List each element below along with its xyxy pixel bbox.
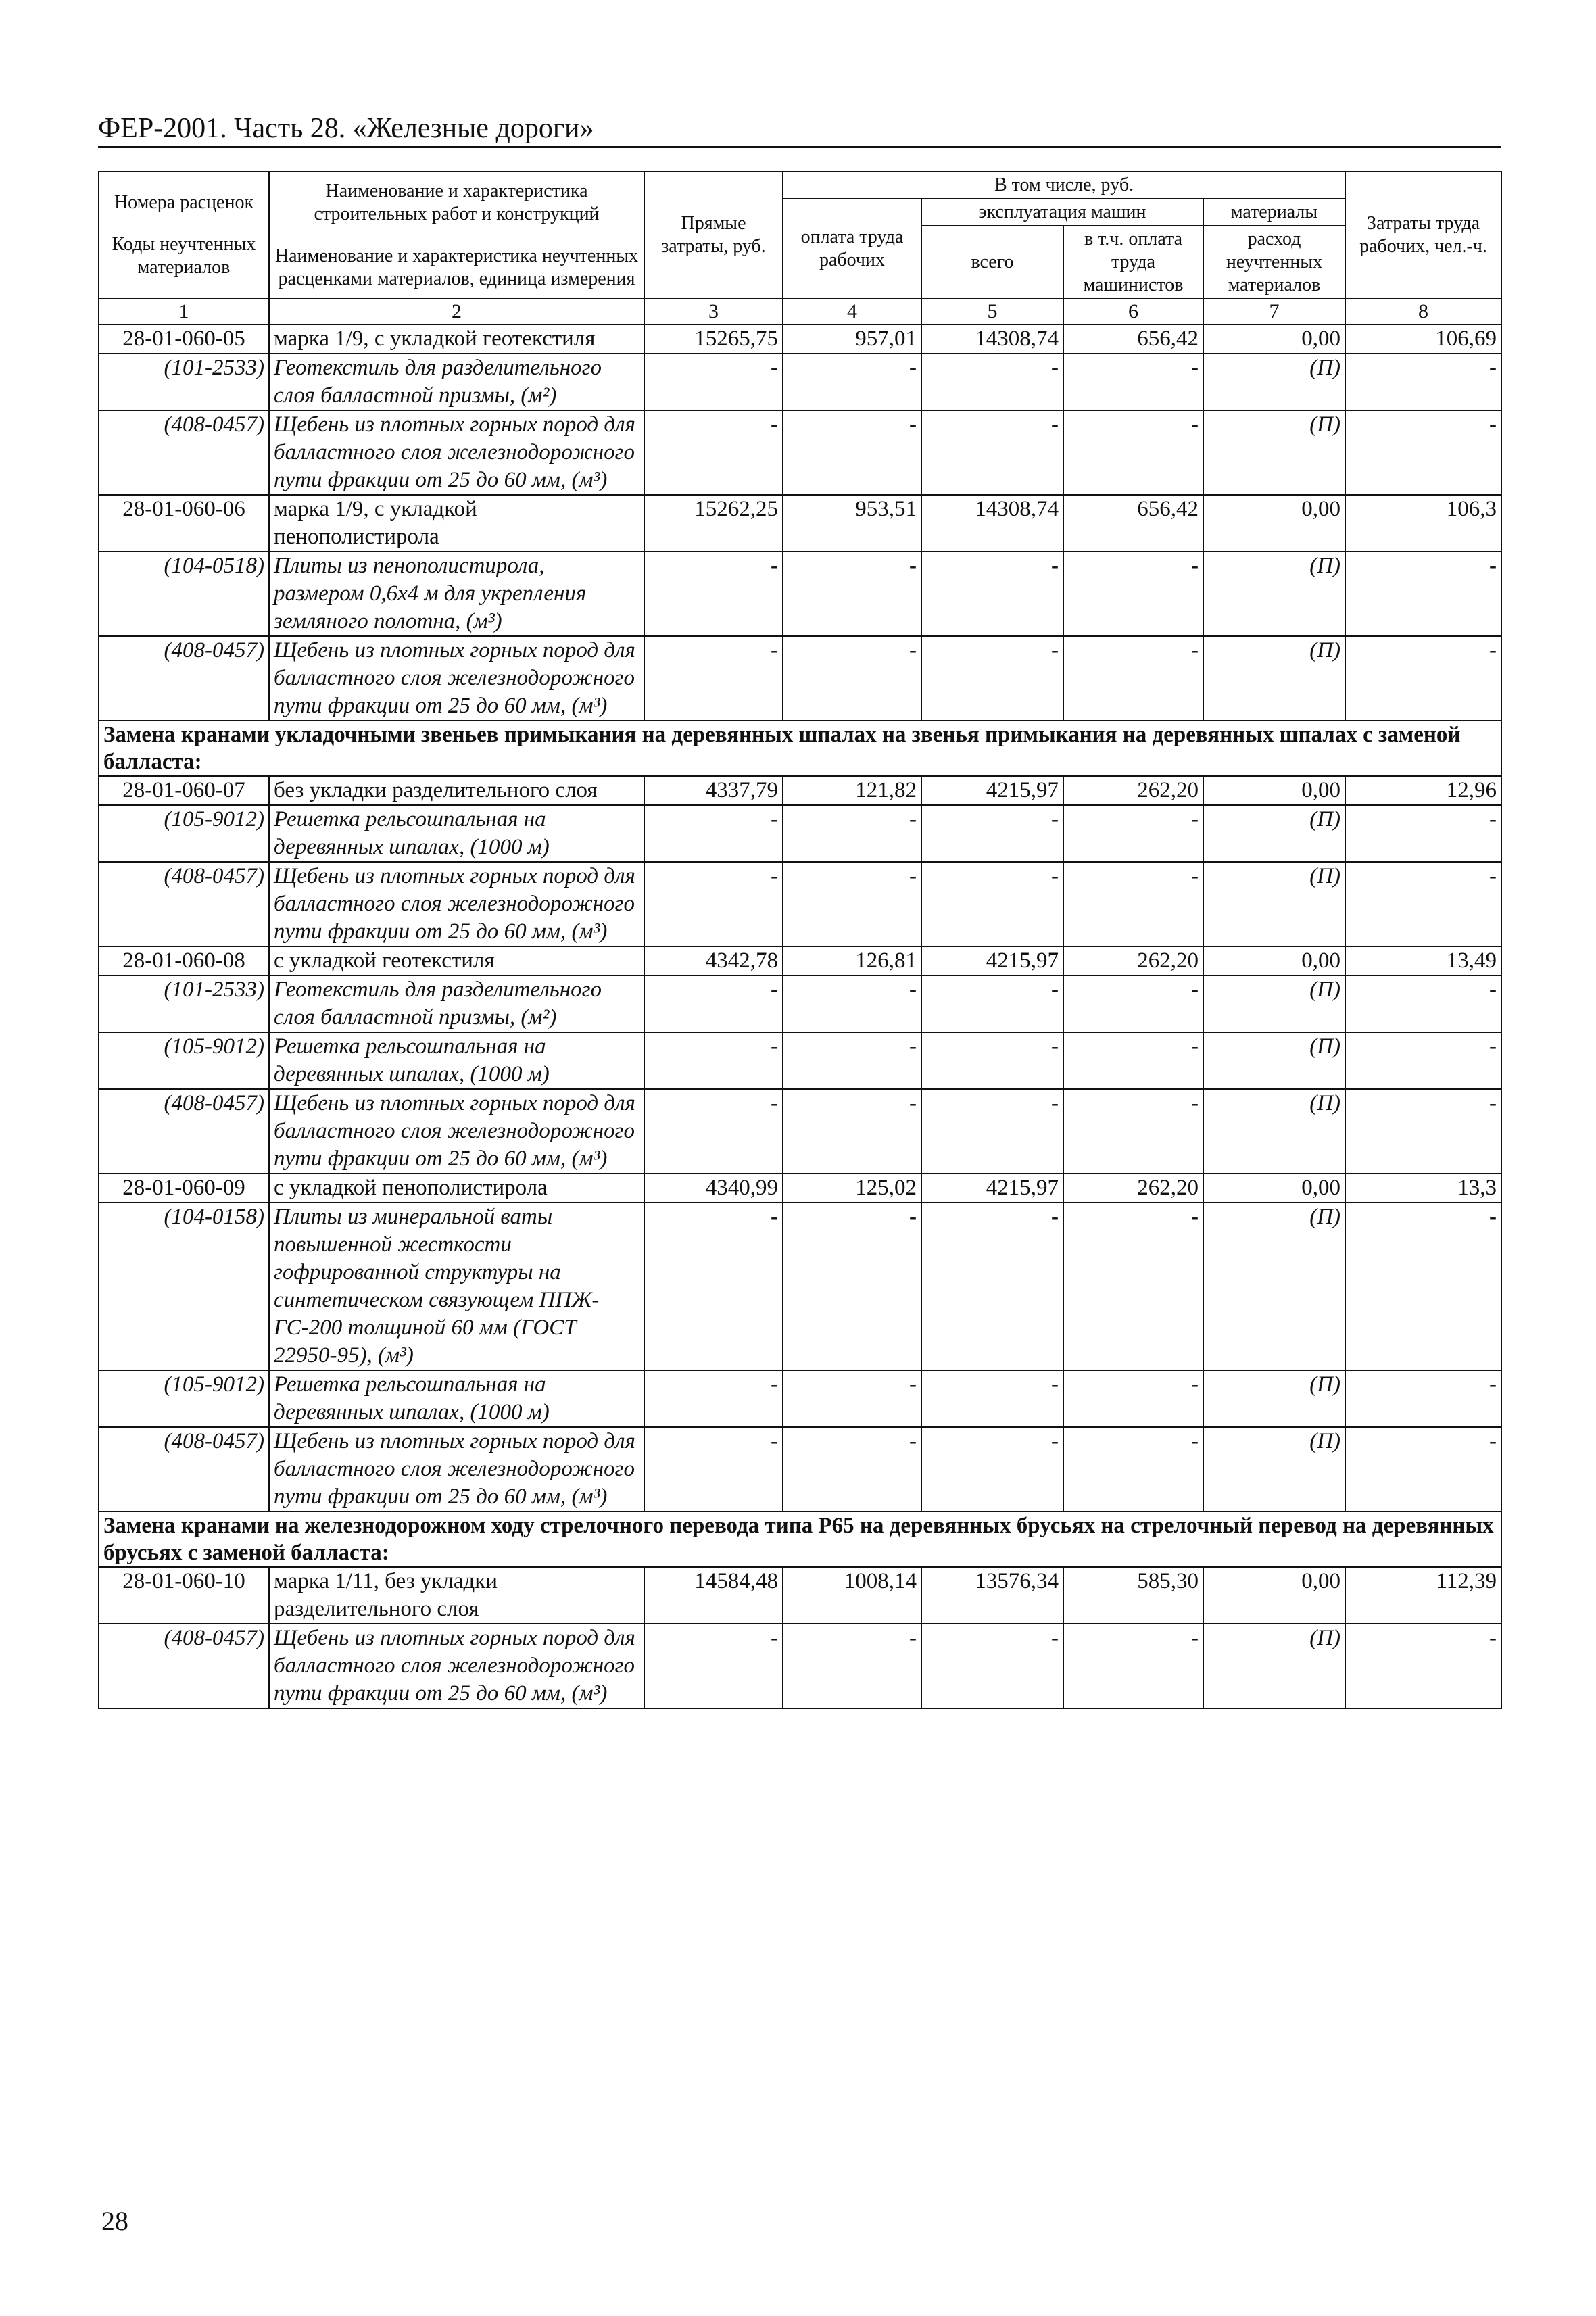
table-head	[99, 172, 1501, 299]
materials-cost: 0,00	[1203, 946, 1345, 975]
dash-cell: -	[644, 805, 783, 862]
machines-total: 4215,97	[921, 1174, 1063, 1203]
machinists-pay: 656,42	[1063, 324, 1203, 354]
material-mark: (П)	[1203, 1089, 1345, 1174]
page-number: 28	[101, 2206, 128, 2236]
material-row	[99, 1624, 1501, 1708]
material-code: (104-0158)	[99, 1203, 269, 1370]
material-code: (408-0457)	[99, 1624, 269, 1708]
material-row	[99, 975, 1501, 1032]
machines-total: 4215,97	[921, 776, 1063, 805]
dash-cell: -	[783, 410, 921, 495]
material-code: (105-9012)	[99, 1032, 269, 1089]
dash-cell: -	[644, 975, 783, 1032]
materials-cost: 0,00	[1203, 776, 1345, 805]
dash-cell: -	[921, 1089, 1063, 1174]
head-machines-total: всего	[921, 226, 1063, 299]
machines-total: 4215,97	[921, 946, 1063, 975]
dash-cell: -	[644, 1370, 783, 1427]
dash-cell: -	[1345, 1089, 1501, 1174]
dash-cell: -	[1063, 354, 1203, 410]
dash-cell: -	[921, 354, 1063, 410]
head-rate-numbers: Номера расценок	[114, 192, 254, 213]
rate-code: 28-01-060-08	[99, 946, 269, 975]
column-number: 5	[921, 299, 1063, 324]
column-number: 8	[1345, 299, 1501, 324]
dash-cell: -	[644, 862, 783, 946]
rate-row	[99, 1174, 1501, 1203]
dash-cell: -	[644, 1427, 783, 1512]
dash-cell: -	[1345, 1032, 1501, 1089]
material-name: Щебень из плотных горных пород для балластного слоя железнодорожного пути фракции от 25 до 60 мм, (м³)	[269, 410, 644, 495]
dash-cell: -	[644, 354, 783, 410]
rate-code: 28-01-060-10	[99, 1567, 269, 1624]
dash-cell: -	[1063, 805, 1203, 862]
materials-cost: 0,00	[1203, 324, 1345, 354]
material-name: Щебень из плотных горных пород для балластного слоя железнодорожного пути фракции от 25 до 60 мм, (м³)	[269, 862, 644, 946]
dash-cell: -	[1063, 1203, 1203, 1370]
rate-name: марка 1/11, без укладки разделительного слоя	[269, 1567, 644, 1624]
rate-code: 28-01-060-05	[99, 324, 269, 354]
dash-cell: -	[1063, 1089, 1203, 1174]
section-row	[99, 721, 1501, 776]
dash-cell: -	[1345, 410, 1501, 495]
material-mark: (П)	[1203, 410, 1345, 495]
direct-costs: 4342,78	[644, 946, 783, 975]
column-number: 4	[783, 299, 921, 324]
dash-cell: -	[1345, 975, 1501, 1032]
material-code: (408-0457)	[99, 636, 269, 721]
labor-pay: 121,82	[783, 776, 921, 805]
head-work-name: Наименование и характеристика строительных работ и конструкций	[314, 180, 600, 224]
dash-cell: -	[921, 1624, 1063, 1708]
dash-cell: -	[644, 1203, 783, 1370]
material-name: Решетка рельсошпальная на деревянных шпалах, (1000 м)	[269, 1370, 644, 1427]
column-number: 3	[644, 299, 783, 324]
column-numbers-row	[99, 299, 1501, 324]
column-number: 1	[99, 299, 269, 324]
labor-pay: 957,01	[783, 324, 921, 354]
direct-costs: 15262,25	[644, 495, 783, 552]
material-name: Плиты из пенополистирола, размером 0,6х4 м для укрепления земляного полотна, (м³)	[269, 552, 644, 636]
material-row	[99, 410, 1501, 495]
material-code: (101-2533)	[99, 975, 269, 1032]
dash-cell: -	[1063, 552, 1203, 636]
head-labor-pay: оплата труда рабочих	[783, 199, 921, 299]
material-mark: (П)	[1203, 1370, 1345, 1427]
material-code: (408-0457)	[99, 1089, 269, 1174]
material-mark: (П)	[1203, 975, 1345, 1032]
head-material-consumption: расход неучтенных материалов	[1203, 226, 1345, 299]
section-heading: Замена кранами укладочными звеньев примыкания на деревянных шпалах на звенья примыкания на деревянных шпалах с заменой балласта:	[99, 721, 1501, 776]
dash-cell: -	[783, 1032, 921, 1089]
material-code: (408-0457)	[99, 1427, 269, 1512]
material-mark: (П)	[1203, 1032, 1345, 1089]
dash-cell: -	[1063, 1370, 1203, 1427]
dash-cell: -	[921, 552, 1063, 636]
machines-total: 14308,74	[921, 324, 1063, 354]
head-labor-hours: Затраты труда рабочих, чел.-ч.	[1345, 172, 1501, 299]
dash-cell: -	[1345, 862, 1501, 946]
material-name: Решетка рельсошпальная на деревянных шпалах, (1000 м)	[269, 805, 644, 862]
rate-row	[99, 495, 1501, 552]
dash-cell: -	[1345, 1427, 1501, 1512]
head-material-name: Наименование и характеристика неучтенных расценками материалов, единица измерения	[274, 245, 639, 289]
dash-cell: -	[644, 410, 783, 495]
rate-name: с укладкой пенополистирола	[269, 1174, 644, 1203]
rate-row	[99, 1567, 1501, 1624]
labor-hours: 13,49	[1345, 946, 1501, 975]
material-mark: (П)	[1203, 805, 1345, 862]
dash-cell: -	[921, 1032, 1063, 1089]
materials-cost: 0,00	[1203, 1567, 1345, 1624]
dash-cell: -	[783, 805, 921, 862]
rate-row	[99, 946, 1501, 975]
head-machinists-pay: в т.ч. оплата труда машинистов	[1063, 226, 1203, 299]
dash-cell: -	[783, 1427, 921, 1512]
material-mark: (П)	[1203, 1203, 1345, 1370]
labor-pay: 1008,14	[783, 1567, 921, 1624]
rate-code: 28-01-060-07	[99, 776, 269, 805]
material-code: (105-9012)	[99, 1370, 269, 1427]
rate-row	[99, 776, 1501, 805]
head-col2	[269, 172, 644, 299]
materials-cost: 0,00	[1203, 1174, 1345, 1203]
dash-cell: -	[921, 1427, 1063, 1512]
labor-hours: 13,3	[1345, 1174, 1501, 1203]
material-mark: (П)	[1203, 552, 1345, 636]
column-number: 7	[1203, 299, 1345, 324]
material-name: Щебень из плотных горных пород для балластного слоя железнодорожного пути фракции от 25 до 60 мм, (м³)	[269, 1089, 644, 1174]
material-name: Щебень из плотных горных пород для балластного слоя железнодорожного пути фракции от 25 до 60 мм, (м³)	[269, 636, 644, 721]
material-code: (408-0457)	[99, 862, 269, 946]
machinists-pay: 262,20	[1063, 1174, 1203, 1203]
rate-name: марка 1/9, с укладкой пенополистирола	[269, 495, 644, 552]
material-mark: (П)	[1203, 354, 1345, 410]
head-machines: эксплуатация машин	[921, 199, 1203, 226]
section-heading: Замена кранами на железнодорожном ходу стрелочного перевода типа Р65 на деревянных брусьях на стрелочный перевод на деревянных брусьях с заменой балласта:	[99, 1512, 1501, 1567]
direct-costs: 15265,75	[644, 324, 783, 354]
dash-cell: -	[1345, 1370, 1501, 1427]
dash-cell: -	[1063, 410, 1203, 495]
dash-cell: -	[644, 636, 783, 721]
head-col1	[99, 172, 269, 299]
dash-cell: -	[644, 552, 783, 636]
dash-cell: -	[921, 1203, 1063, 1370]
dash-cell: -	[921, 805, 1063, 862]
dash-cell: -	[783, 636, 921, 721]
dash-cell: -	[921, 975, 1063, 1032]
material-row	[99, 1089, 1501, 1174]
material-row	[99, 1370, 1501, 1427]
dash-cell: -	[783, 975, 921, 1032]
rate-code: 28-01-060-09	[99, 1174, 269, 1203]
dash-cell: -	[921, 410, 1063, 495]
machinists-pay: 585,30	[1063, 1567, 1203, 1624]
material-mark: (П)	[1203, 636, 1345, 721]
material-code: (408-0457)	[99, 410, 269, 495]
material-code: (101-2533)	[99, 354, 269, 410]
dash-cell: -	[783, 1089, 921, 1174]
dash-cell: -	[1345, 636, 1501, 721]
material-name: Щебень из плотных горных пород для балластного слоя железнодорожного пути фракции от 25 до 60 мм, (м³)	[269, 1427, 644, 1512]
dash-cell: -	[1063, 862, 1203, 946]
dash-cell: -	[783, 1203, 921, 1370]
rate-row	[99, 324, 1501, 354]
material-code: (104-0518)	[99, 552, 269, 636]
rate-code: 28-01-060-06	[99, 495, 269, 552]
machines-total: 14308,74	[921, 495, 1063, 552]
head-material-codes: Коды неучтенных материалов	[112, 234, 256, 278]
labor-hours: 112,39	[1345, 1567, 1501, 1624]
material-name: Плиты из минеральной ваты повышенной жесткости гофрированной структуры на синтетическом связующем ППЖ-ГС-200 толщиной 60 мм (ГОСТ 22950-95), (м³)	[269, 1203, 644, 1370]
head-including: В том числе, руб.	[783, 172, 1345, 199]
dash-cell: -	[921, 1370, 1063, 1427]
material-row	[99, 636, 1501, 721]
price-table	[98, 171, 1502, 1709]
direct-costs: 4337,79	[644, 776, 783, 805]
labor-pay: 953,51	[783, 495, 921, 552]
dash-cell: -	[644, 1624, 783, 1708]
dash-cell: -	[1345, 1203, 1501, 1370]
material-row	[99, 552, 1501, 636]
dash-cell: -	[921, 862, 1063, 946]
dash-cell: -	[783, 862, 921, 946]
material-code: (105-9012)	[99, 805, 269, 862]
header-rule	[98, 146, 1501, 148]
dash-cell: -	[783, 552, 921, 636]
dash-cell: -	[1345, 805, 1501, 862]
material-name: Геотекстиль для разделительного слоя балластной призмы, (м²)	[269, 975, 644, 1032]
dash-cell: -	[1063, 975, 1203, 1032]
material-row	[99, 1427, 1501, 1512]
rate-name: без укладки разделительного слоя	[269, 776, 644, 805]
head-materials: материалы	[1203, 199, 1345, 226]
machinists-pay: 262,20	[1063, 946, 1203, 975]
machinists-pay: 656,42	[1063, 495, 1203, 552]
material-name: Щебень из плотных горных пород для балластного слоя железнодорожного пути фракции от 25 до 60 мм, (м³)	[269, 1624, 644, 1708]
rate-name: с укладкой геотекстиля	[269, 946, 644, 975]
material-row	[99, 1032, 1501, 1089]
dash-cell: -	[1063, 1427, 1203, 1512]
dash-cell: -	[1345, 552, 1501, 636]
labor-pay: 126,81	[783, 946, 921, 975]
dash-cell: -	[921, 636, 1063, 721]
material-mark: (П)	[1203, 1624, 1345, 1708]
labor-hours: 106,3	[1345, 495, 1501, 552]
machines-total: 13576,34	[921, 1567, 1063, 1624]
dash-cell: -	[1063, 636, 1203, 721]
dash-cell: -	[644, 1032, 783, 1089]
material-row	[99, 1203, 1501, 1370]
rate-name: марка 1/9, с укладкой геотекстиля	[269, 324, 644, 354]
material-row	[99, 805, 1501, 862]
dash-cell: -	[1063, 1624, 1203, 1708]
direct-costs: 4340,99	[644, 1174, 783, 1203]
material-row	[99, 354, 1501, 410]
machinists-pay: 262,20	[1063, 776, 1203, 805]
dash-cell: -	[1345, 1624, 1501, 1708]
material-name: Решетка рельсошпальная на деревянных шпалах, (1000 м)	[269, 1032, 644, 1089]
labor-pay: 125,02	[783, 1174, 921, 1203]
column-number: 2	[269, 299, 644, 324]
dash-cell: -	[1063, 1032, 1203, 1089]
dash-cell: -	[1345, 354, 1501, 410]
dash-cell: -	[783, 1370, 921, 1427]
dash-cell: -	[644, 1089, 783, 1174]
material-mark: (П)	[1203, 862, 1345, 946]
section-row	[99, 1512, 1501, 1567]
material-name: Геотекстиль для разделительного слоя балластной призмы, (м²)	[269, 354, 644, 410]
labor-hours: 12,96	[1345, 776, 1501, 805]
direct-costs: 14584,48	[644, 1567, 783, 1624]
column-number: 6	[1063, 299, 1203, 324]
dash-cell: -	[783, 354, 921, 410]
labor-hours: 106,69	[1345, 324, 1501, 354]
page-header-title: ФЕР-2001. Часть 28. «Железные дороги»	[98, 113, 594, 144]
dash-cell: -	[783, 1624, 921, 1708]
head-direct-costs: Прямые затраты, руб.	[644, 172, 783, 299]
material-mark: (П)	[1203, 1427, 1345, 1512]
materials-cost: 0,00	[1203, 495, 1345, 552]
material-row	[99, 862, 1501, 946]
